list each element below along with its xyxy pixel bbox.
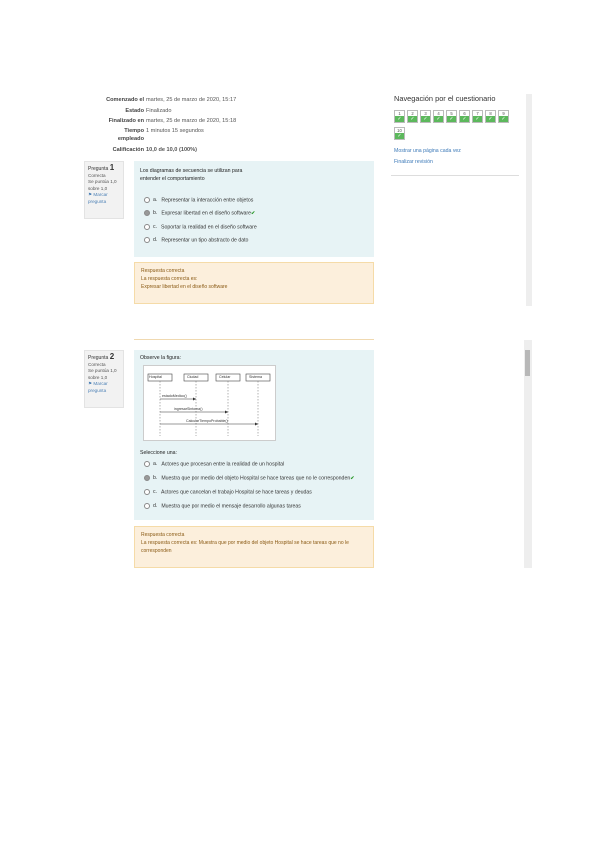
q1-option-b[interactable]: b. Expresar libertad en el diseño software✔: [144, 210, 255, 216]
finish-review-link[interactable]: Finalizar revisión: [394, 159, 433, 165]
nav-button-9[interactable]: [498, 110, 509, 123]
summary-value: martes, 25 de marzo de 2020, 15:18: [146, 118, 237, 124]
feedback-text: corresponden: [141, 548, 172, 554]
nav-button-6[interactable]: [459, 110, 470, 123]
summary-label: Finalizado en: [108, 118, 144, 124]
q1-option-a[interactable]: a. Representar la interacción entre objetos: [144, 197, 253, 203]
nav-button-10[interactable]: [394, 127, 405, 140]
flag-question-link[interactable]: ⚑ Marcar pregunta: [88, 192, 108, 204]
check-icon: ✓: [434, 116, 443, 122]
summary-value: 10,0 de 10,0 (100%): [146, 147, 197, 153]
radio-button-selected[interactable]: [144, 475, 150, 481]
question-1-feedback: [134, 262, 374, 304]
question-mark: Se puntúa 1,0 sobre 1,0: [88, 179, 117, 191]
check-icon: ✓: [460, 116, 469, 122]
message-label: estadoMedico(): [162, 394, 187, 398]
flag-question-link[interactable]: ⚑ Marcar pregunta: [88, 381, 108, 393]
sequence-diagram: [143, 365, 276, 441]
nav-button-2[interactable]: [407, 110, 418, 123]
page2-scroll-thumb[interactable]: [525, 350, 530, 376]
nav-button-number: 6: [463, 111, 466, 116]
summary-label: Comenzado el: [106, 97, 144, 103]
nav-button-number: 8: [489, 111, 492, 116]
question-number: Pregunta 1: [88, 163, 115, 172]
feedback-title: Respuesta correcta: [141, 532, 185, 538]
nav-title: Navegación por el cuestionario: [394, 94, 496, 103]
nav-divider: [391, 175, 519, 176]
show-one-page-link[interactable]: Mostrar una página cada vez: [394, 148, 461, 154]
nav-button-number: 5: [450, 111, 453, 116]
select-one-label: Seleccione una:: [140, 450, 177, 456]
feedback-text: Expresar libertad en el diseño software: [141, 284, 228, 290]
feedback-text: La respuesta correcta es:: [141, 276, 198, 282]
nav-button-7[interactable]: [472, 110, 483, 123]
radio-button-selected[interactable]: [144, 210, 150, 216]
check-icon: ✓: [473, 116, 482, 122]
check-icon: ✓: [408, 116, 417, 122]
radio-button[interactable]: [144, 197, 150, 203]
check-icon: ✓: [421, 116, 430, 122]
summary-label: Tiempo empleado: [117, 128, 144, 142]
lifeline-label: Celular: [219, 375, 231, 379]
nav-button-number: 3: [424, 111, 427, 116]
nav-button-4[interactable]: [433, 110, 444, 123]
question-mark: Se puntúa 1,0 sobre 1,0: [88, 368, 117, 380]
nav-button-1[interactable]: [394, 110, 405, 123]
radio-button[interactable]: [144, 503, 150, 509]
radio-button[interactable]: [144, 237, 150, 243]
correct-check-icon: ✔: [251, 210, 256, 217]
nav-button-number: 4: [437, 111, 440, 116]
question-1-info: [84, 161, 124, 219]
nav-button-3[interactable]: [420, 110, 431, 123]
nav-button-number: 9: [502, 111, 505, 116]
check-icon: ✓: [499, 116, 508, 122]
question-number: Pregunta 2: [88, 352, 115, 361]
question-2-feedback: [134, 526, 374, 568]
question-2-text: Observe la figura:: [140, 355, 181, 361]
summary-value: martes, 25 de marzo de 2020, 15:17: [146, 97, 237, 103]
nav-button-8[interactable]: [485, 110, 496, 123]
message-label: CalcularTiempoProbable(): [186, 419, 228, 423]
question-state: Correcta: [88, 172, 106, 178]
question-1-text: Los diagramas de secuencia se utilizan para entender el comportamiento: [140, 168, 243, 182]
nav-button-number: 10: [397, 128, 402, 133]
check-icon: ✓: [395, 116, 404, 122]
flag-icon: ⚑: [88, 381, 93, 386]
check-icon: ✓: [395, 133, 404, 139]
radio-button[interactable]: [144, 224, 150, 230]
summary-label: Calificación: [112, 147, 144, 153]
message-label: ingresarSintoma(): [174, 407, 203, 411]
lifeline-label: Hospital: [149, 375, 162, 379]
q1-option-d[interactable]: d. Representar un tipo abstracto de dato: [144, 237, 248, 243]
nav-button-number: 2: [411, 111, 414, 116]
feedback-text: La respuesta correcta es: Muestra que por medio del objeto Hospital se hace tareas que no le: [141, 540, 349, 546]
q2-option-d[interactable]: d. Muestra que por medio el mensaje desarrollo algunas tareas: [144, 503, 301, 509]
lifeline-label: Sistema: [249, 375, 262, 379]
lifeline-label: Ciudad: [187, 375, 199, 379]
summary-value: 1 minutos 15 segundos: [146, 128, 204, 134]
summary-row-time: [84, 127, 370, 145]
check-icon: ✓: [447, 116, 456, 122]
summary-label: Estado: [125, 108, 144, 114]
nav-button-number: 1: [398, 111, 401, 116]
q2-option-c[interactable]: c. Actores que cancelan el trabajo Hospital se hace tareas y deudas: [144, 489, 312, 495]
nav-button-5[interactable]: [446, 110, 457, 123]
check-icon: ✓: [486, 116, 495, 122]
summary-value: Finalizado: [146, 108, 172, 114]
q2-option-b[interactable]: b. Muestra que por medio del objeto Hospital se hace tareas que no le corresponden✔: [144, 475, 355, 481]
page1-scroll-track: [526, 94, 532, 306]
q1-option-c[interactable]: c. Soportar la realidad en el diseño software: [144, 224, 257, 230]
flag-icon: ⚑: [88, 192, 93, 197]
correct-check-icon: ✔: [350, 475, 355, 482]
radio-button[interactable]: [144, 461, 150, 467]
page-separator: [134, 339, 374, 340]
feedback-title: Respuesta correcta: [141, 268, 185, 274]
question-2-info: [84, 350, 124, 408]
radio-button[interactable]: [144, 489, 150, 495]
q2-option-a[interactable]: a. Actores que procesan entre la realidad de un hospital: [144, 461, 284, 467]
question-state: Correcta: [88, 361, 106, 367]
nav-button-number: 7: [476, 111, 479, 116]
